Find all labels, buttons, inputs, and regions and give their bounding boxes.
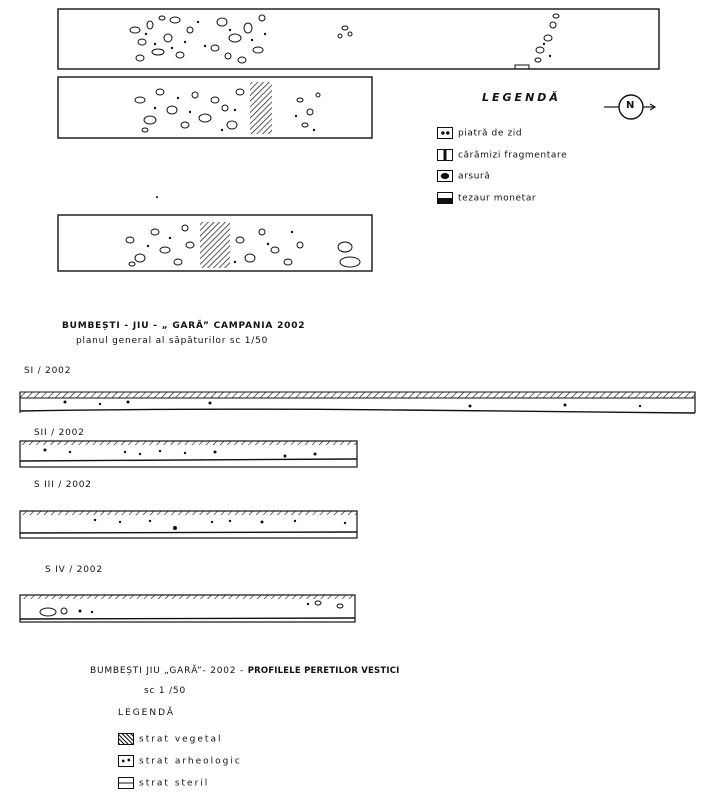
profiles-title-bold: PROFILELE PERETILOR VESTICI (247, 666, 400, 676)
plan-trench-3 (58, 215, 372, 271)
legend-item-steril: strat steril (118, 777, 209, 791)
north-label: N (626, 100, 636, 111)
plan-subtitle: planul general al săpăturilor sc 1/50 (76, 336, 269, 346)
profile-sii-2002 (20, 441, 357, 467)
profile-siii-2002 (20, 511, 357, 538)
burn-swatch (437, 170, 453, 182)
profiles-title: BUMBEȘTI JIU „GARĂ”- 2002 - PROFILELE PERETILOR VESTICI (90, 666, 400, 676)
legend-item-coin-hoard: tezaur monetar (437, 192, 536, 206)
legend-item-arheologic: strat arheologic (118, 755, 242, 769)
coin-swatch (437, 192, 453, 204)
section-label-siii: S III / 2002 (34, 480, 92, 490)
legend-top-title: LEGENDĂ (482, 91, 561, 104)
steril-swatch (118, 777, 134, 789)
section-label-siv: S IV / 2002 (45, 565, 103, 575)
profile-siv-2002 (20, 595, 355, 622)
section-label-si: SI / 2002 (24, 366, 72, 376)
legend-item-vegetal: strat vegetal (118, 733, 222, 747)
profiles-scale: sc 1 /50 (144, 686, 186, 696)
plan-trench-1 (58, 9, 659, 69)
legend-bottom-title: LEGENDĂ (118, 708, 176, 718)
plan-trench-2 (58, 77, 372, 138)
vegetal-swatch (118, 733, 134, 745)
legend-item-brick: cărămizi fragmentare (437, 149, 567, 163)
plan-title: BUMBEȘTI - JIU - „ GARĂ” CAMPANIA 2002 (62, 321, 306, 331)
stone-swatch (437, 127, 453, 139)
brick-swatch (437, 149, 453, 161)
legend-item-burn: arsură (437, 170, 490, 184)
section-label-sii: SII / 2002 (34, 428, 85, 438)
arheologic-swatch (118, 755, 134, 767)
profile-si-2002 (20, 392, 695, 413)
legend-item-stone: piatră de zid (437, 127, 522, 141)
